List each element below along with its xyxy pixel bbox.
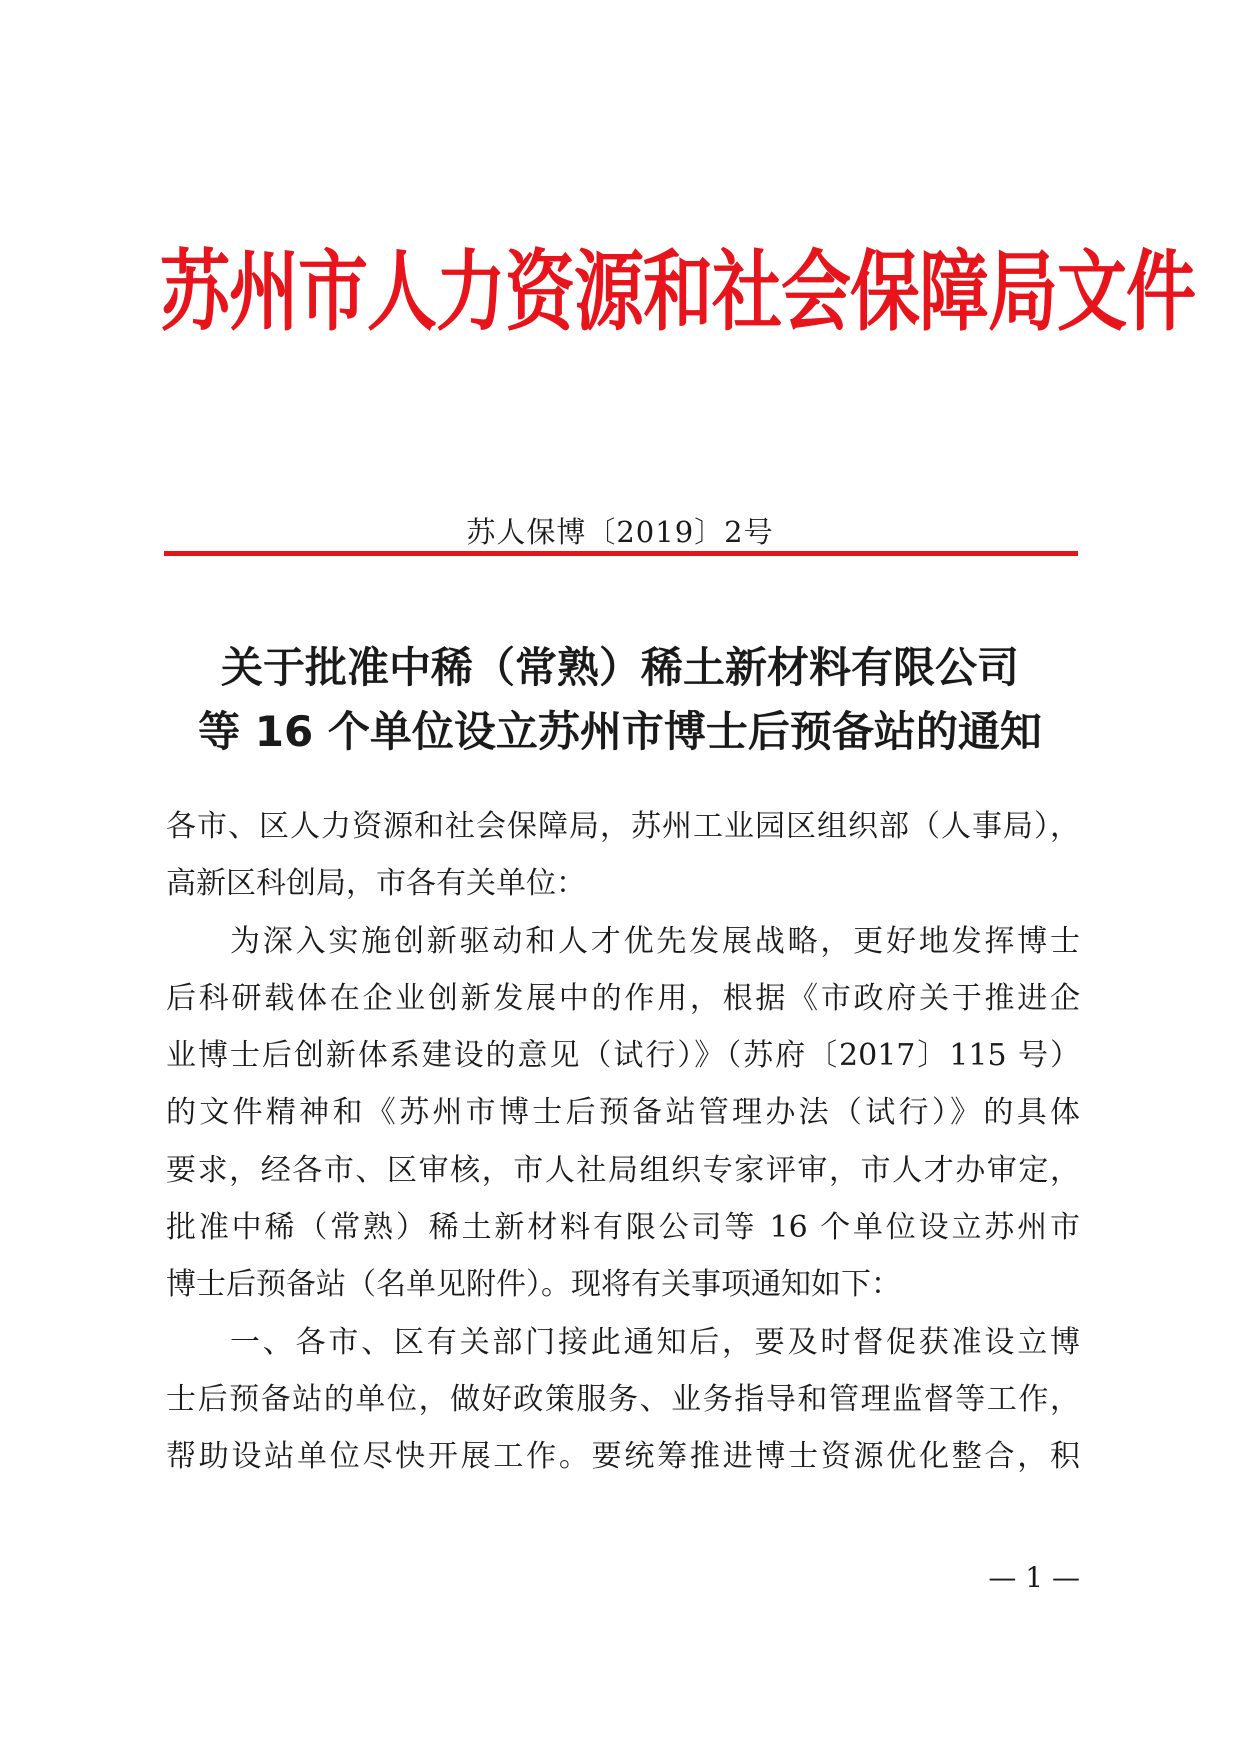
red-separator-line xyxy=(164,551,1078,556)
document-title xyxy=(160,636,1080,764)
body-line: 博士后预备站（名单见附件）。现将有关事项通知如下： xyxy=(166,1267,901,1303)
body-line: 的文件精神和《苏州市博士后预备站管理办法（试行）》的具体 xyxy=(166,1095,1080,1131)
body-line: 士后预备站的单位，做好政策服务、业务指导和管理监督等工作， xyxy=(166,1381,1080,1417)
body-line: 为深入实施创新驱动和人才优先发展战略，更好地发挥博士 xyxy=(230,923,1080,959)
body-line: 业博士后创新体系建设的意见（试行）》（苏府〔2017〕115 号） xyxy=(166,1038,1080,1074)
page-number: — 1 — xyxy=(988,1561,1080,1594)
issuer-masthead: 苏州市人力资源和社会保障局文件 xyxy=(160,240,1195,344)
document-body xyxy=(166,798,1080,1486)
body-line: 要求，经各市、区审核，市人社局组织专家评审，市人才办审定， xyxy=(166,1152,1080,1188)
body-line: 批准中稀（常熟）稀土新材料有限公司等 16 个单位设立苏州市 xyxy=(166,1210,1080,1246)
body-line: 一、各市、区有关部门接此通知后，要及时督促获准设立博 xyxy=(230,1324,1080,1360)
body-line: 帮助设站单位尽快开展工作。要统筹推进博士资源优化整合，积 xyxy=(166,1439,1080,1475)
body-line-addressees: 各市、区人力资源和社会保障局，苏州工业园区组织部（人事局）， xyxy=(166,809,1080,844)
body-line: 后科研载体在企业创新发展中的作用，根据《市政府关于推进企 xyxy=(166,980,1080,1016)
title-line-1: 关于批准中稀（常熟）稀土新材料有限公司 xyxy=(220,643,1019,692)
title-line-2: 等 16 个单位设立苏州市博士后预备站的通知 xyxy=(198,707,1042,756)
document-number: 苏人保博〔2019〕2号 xyxy=(466,515,774,549)
body-line-addressees-end: 高新区科创局，市各有关单位： xyxy=(166,866,586,902)
